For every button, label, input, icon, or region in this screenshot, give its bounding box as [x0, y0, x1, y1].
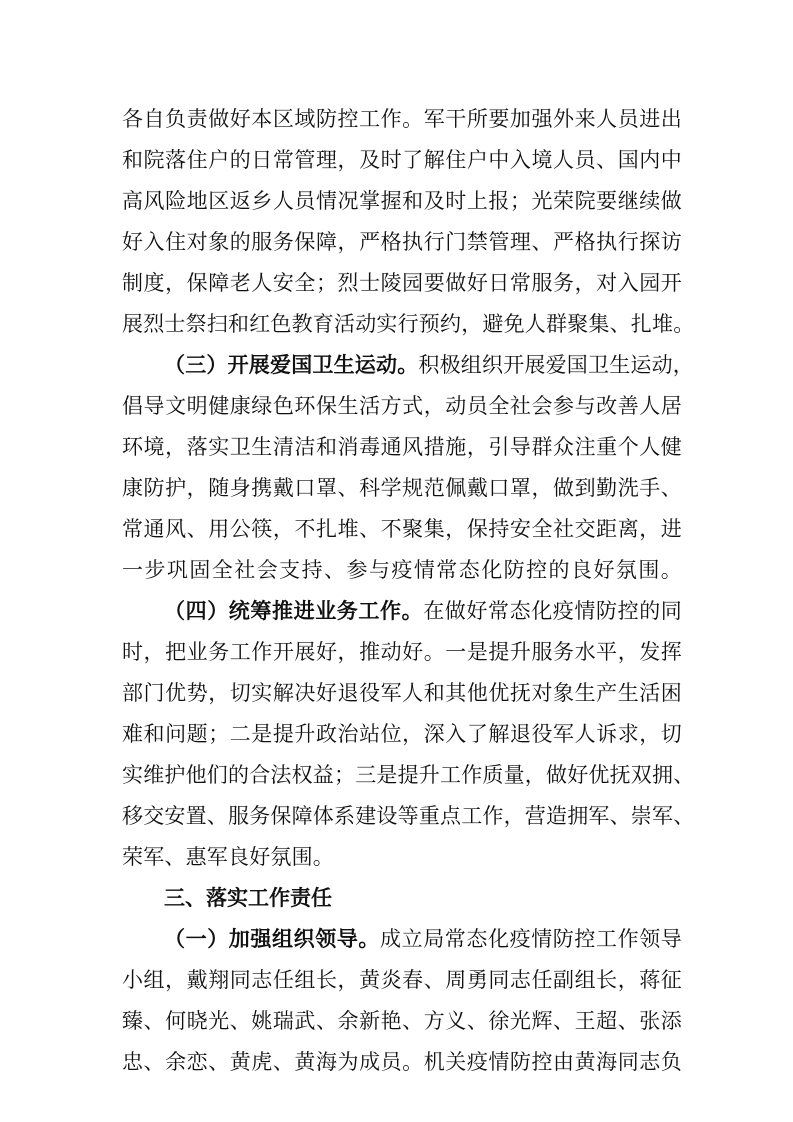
text-line: 康防护，随身携戴口罩、科学规范佩戴口罩，做到勤洗手、 — [122, 476, 682, 500]
text-line: 小组，戴翔同志任组长，黄炎春、周勇同志任副组长，蒋征 — [122, 968, 682, 992]
text-line: 移交安置、服务保障体系建设等重点工作，营造拥军、崇军、 — [122, 804, 695, 828]
text-span: 成立局常态化疫情防控工作领导 — [380, 927, 682, 951]
text-line: 和院落住户的日常管理，及时了解住户中入境人员、国内中 — [122, 148, 682, 172]
text-line: 荣军、惠军良好氛围。 — [122, 845, 334, 869]
text-line: 各自负责做好本区域防控工作。军干所要加强外来人员进出 — [122, 107, 682, 131]
text-line: 一步巩固全社会支持、参与疫情常态化防控的良好氛围。 — [122, 558, 682, 582]
text-line: 实维护他们的合法权益；三是提升工作质量，做好优抚双拥、 — [122, 763, 695, 787]
text-line: 常通风、用公筷，不扎堆、不聚集，保持安全社交距离，进 — [122, 517, 682, 541]
paragraph-first-line — [164, 345, 695, 385]
paragraph-first-line — [164, 591, 682, 631]
subheading-1: （一）加强组织领导。 — [164, 926, 380, 951]
text-line: 展烈士祭扫和红色教育活动实行预约，避免人群聚集、扎堆。 — [122, 312, 695, 336]
subheading-3: （三）开展爱国卫生运动。 — [164, 352, 419, 377]
text-line: 部门优势，切实解决好退役军人和其他优抚对象生产生活困 — [122, 681, 682, 705]
text-line: 时，把业务工作开展好，推动好。一是提升服务水平，发挥 — [122, 640, 682, 664]
text-span: 积极组织开展爱国卫生运动， — [418, 353, 695, 377]
text-line: 好入住对象的服务保障，严格执行门禁管理、严格执行探访 — [122, 230, 682, 254]
text-line: 高风险地区返乡人员情况掌握和及时上报；光荣院要继续做 — [122, 189, 682, 213]
paragraph-first-line — [164, 919, 682, 959]
section-heading: 三、落实工作责任 — [164, 886, 332, 910]
text-line: 难和问题；二是提升政治站位，深入了解退役军人诉求，切 — [122, 722, 682, 746]
subheading-4: （四）统筹推进业务工作。 — [164, 598, 424, 623]
text-span: 在做好常态化疫情防控的同 — [423, 599, 682, 623]
text-line: 臻、何晓光、姚瑞武、余新艳、方义、徐光辉、王超、张添 — [122, 1009, 682, 1033]
text-line: 忠、余恋、黄虎、黄海为成员。机关疫情防控由黄海同志负 — [122, 1050, 682, 1074]
text-line: 倡导文明健康绿色环保生活方式，动员全社会参与改善人居 — [122, 394, 682, 418]
text-line: 环境，落实卫生清洁和消毒通风措施，引导群众注重个人健 — [122, 435, 682, 459]
text-line: 制度，保障老人安全；烈士陵园要做好日常服务，对入园开 — [122, 271, 682, 295]
